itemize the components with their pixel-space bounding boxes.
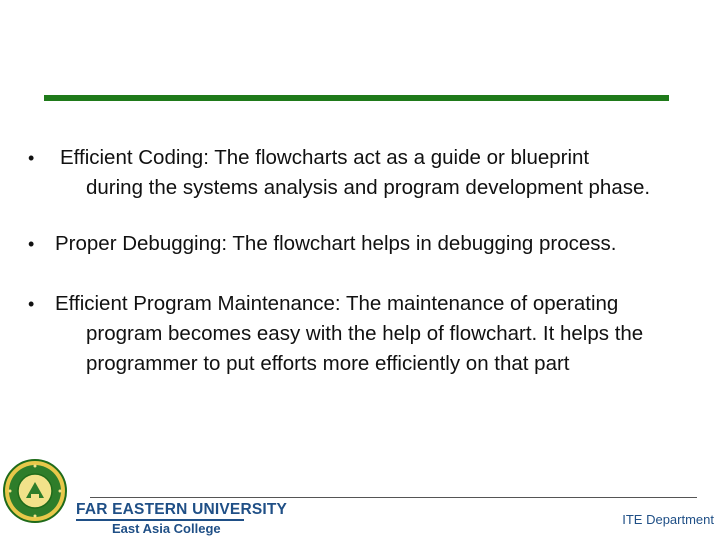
bullet-dot: •: [28, 148, 35, 168]
department-label: ITE Department: [622, 512, 714, 527]
bullet-line: Efficient Program Maintenance: The maintenance of operating: [55, 292, 619, 315]
bullet-item-proper-debugging: [28, 229, 616, 259]
bullet-line: program becomes easy with the help of flowchart. It helps the: [86, 322, 644, 345]
bullet-text: [28, 289, 643, 379]
college-name: East Asia College: [112, 521, 221, 536]
bullet-line: programmer to put efforts more efficiently on that part: [86, 352, 570, 375]
university-name: FAR EASTERN UNIVERSITY: [76, 501, 288, 518]
title-divider: [44, 95, 669, 101]
bullet-text: [28, 143, 650, 203]
bullet-dot: •: [28, 234, 35, 254]
bullet-item-efficient-coding: [28, 143, 650, 203]
bullet-text: Proper Debugging: The flowchart helps in debugging process.: [55, 232, 617, 255]
university-seal-logo-icon: [2, 458, 68, 524]
bullet-item-program-maintenance: [28, 289, 643, 379]
footer-divider: [90, 497, 697, 498]
bullet-dot: •: [28, 294, 35, 314]
bullet-line: Efficient Coding: The flowcharts act as a guide or blueprint: [60, 146, 590, 169]
bullet-line: during the systems analysis and program development phase.: [86, 176, 651, 199]
